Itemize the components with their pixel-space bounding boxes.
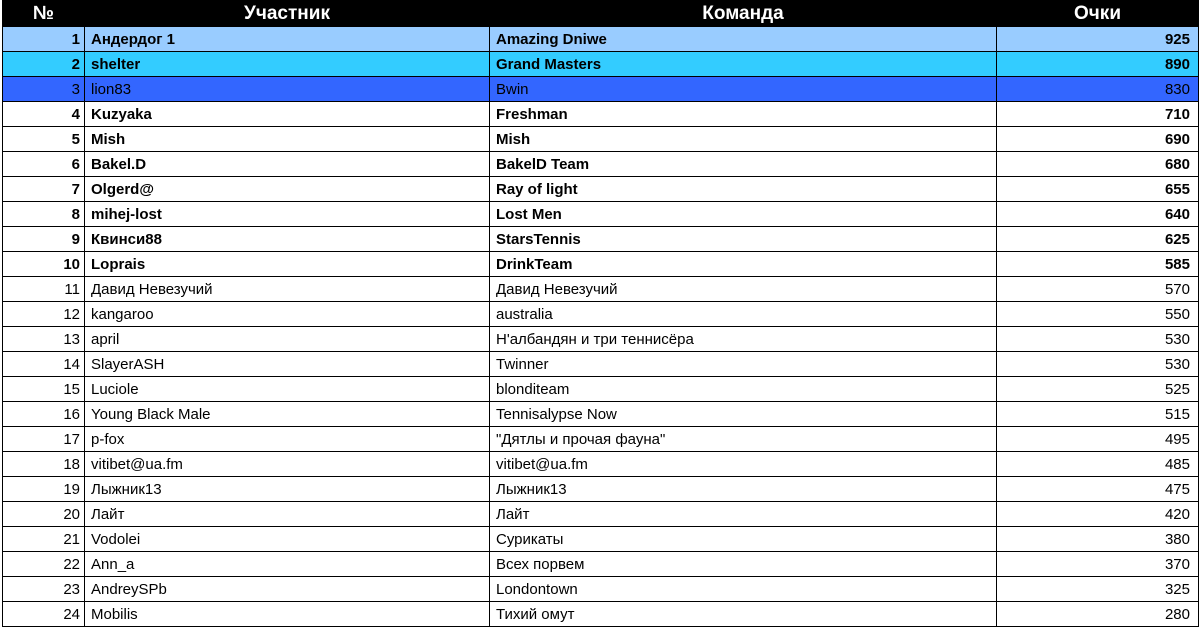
points-cell: 690 [997, 127, 1199, 152]
team-cell: australia [490, 302, 997, 327]
points-cell: 655 [997, 177, 1199, 202]
participant-cell: Olgerd@ [85, 177, 490, 202]
rank-cell: 19 [3, 477, 85, 502]
table-row [3, 402, 1199, 427]
team-cell: StarsTennis [490, 227, 997, 252]
points-cell: 475 [997, 477, 1199, 502]
points-cell: 640 [997, 202, 1199, 227]
team-cell: blonditeam [490, 377, 997, 402]
team-cell: Сурикаты [490, 527, 997, 552]
participant-cell: Luciole [85, 377, 490, 402]
points-cell: 890 [997, 52, 1199, 77]
points-cell: 710 [997, 102, 1199, 127]
table-row [3, 527, 1199, 552]
rank-cell: 16 [3, 402, 85, 427]
table-row [3, 302, 1199, 327]
team-cell: Tennisalypse Now [490, 402, 997, 427]
table-row [3, 102, 1199, 127]
rank-cell: 20 [3, 502, 85, 527]
participant-cell: Лыжник13 [85, 477, 490, 502]
rank-cell: 24 [3, 602, 85, 627]
rank-cell: 5 [3, 127, 85, 152]
points-cell: 515 [997, 402, 1199, 427]
points-cell: 370 [997, 552, 1199, 577]
table-row [3, 127, 1199, 152]
team-cell: Amazing Dniwe [490, 27, 997, 52]
team-cell: Mish [490, 127, 997, 152]
team-cell: Н'албандян и три теннисёра [490, 327, 997, 352]
header-participant: Участник [85, 1, 490, 27]
table-row [3, 427, 1199, 452]
points-cell: 570 [997, 277, 1199, 302]
team-cell: Grand Masters [490, 52, 997, 77]
team-cell: Ray of light [490, 177, 997, 202]
team-cell: Freshman [490, 102, 997, 127]
rank-cell: 15 [3, 377, 85, 402]
team-cell: BakelD Team [490, 152, 997, 177]
team-cell: Лыжник13 [490, 477, 997, 502]
table-row [3, 477, 1199, 502]
table-row [3, 327, 1199, 352]
participant-cell: Kuzyaka [85, 102, 490, 127]
points-cell: 680 [997, 152, 1199, 177]
rank-cell: 10 [3, 252, 85, 277]
team-cell: Londontown [490, 577, 997, 602]
participant-cell: AndreySPb [85, 577, 490, 602]
rank-cell: 14 [3, 352, 85, 377]
table-row [3, 602, 1199, 627]
team-cell: Bwin [490, 77, 997, 102]
table-row [3, 277, 1199, 302]
team-cell: "Дятлы и прочая фауна" [490, 427, 997, 452]
participant-cell: mihej-lost [85, 202, 490, 227]
points-cell: 280 [997, 602, 1199, 627]
rank-cell: 18 [3, 452, 85, 477]
rank-cell: 8 [3, 202, 85, 227]
rank-cell: 22 [3, 552, 85, 577]
participant-cell: Андердог 1 [85, 27, 490, 52]
table-row [3, 177, 1199, 202]
header-team: Команда [490, 1, 997, 27]
points-cell: 925 [997, 27, 1199, 52]
participant-cell: Лайт [85, 502, 490, 527]
participant-cell: p-fox [85, 427, 490, 452]
rank-cell: 3 [3, 77, 85, 102]
participant-cell: Young Black Male [85, 402, 490, 427]
rank-cell: 2 [3, 52, 85, 77]
table-row [3, 227, 1199, 252]
participant-cell: Loprais [85, 252, 490, 277]
participant-cell: shelter [85, 52, 490, 77]
points-cell: 530 [997, 352, 1199, 377]
header-row [3, 1, 1199, 27]
participant-cell: Bakel.D [85, 152, 490, 177]
points-cell: 525 [997, 377, 1199, 402]
team-cell: Лайт [490, 502, 997, 527]
points-cell: 485 [997, 452, 1199, 477]
table-row [3, 377, 1199, 402]
table-row [3, 77, 1199, 102]
table-row [3, 27, 1199, 52]
points-cell: 495 [997, 427, 1199, 452]
participant-cell: april [85, 327, 490, 352]
rank-cell: 7 [3, 177, 85, 202]
team-cell: vitibet@ua.fm [490, 452, 997, 477]
rank-cell: 1 [3, 27, 85, 52]
rank-cell: 23 [3, 577, 85, 602]
standings-table [2, 0, 1199, 627]
rank-cell: 13 [3, 327, 85, 352]
table-row [3, 252, 1199, 277]
points-cell: 530 [997, 327, 1199, 352]
team-cell: DrinkTeam [490, 252, 997, 277]
participant-cell: lion83 [85, 77, 490, 102]
points-cell: 830 [997, 77, 1199, 102]
table-row [3, 577, 1199, 602]
participant-cell: SlayerASH [85, 352, 490, 377]
points-cell: 585 [997, 252, 1199, 277]
rank-cell: 9 [3, 227, 85, 252]
table-row [3, 352, 1199, 377]
table-row [3, 552, 1199, 577]
participant-cell: Vodolei [85, 527, 490, 552]
rank-cell: 11 [3, 277, 85, 302]
team-cell: Twinner [490, 352, 997, 377]
participant-cell: kangaroo [85, 302, 490, 327]
rank-cell: 4 [3, 102, 85, 127]
team-cell: Давид Невезучий [490, 277, 997, 302]
team-cell: Lost Men [490, 202, 997, 227]
points-cell: 420 [997, 502, 1199, 527]
table-row [3, 202, 1199, 227]
participant-cell: Ann_a [85, 552, 490, 577]
header-points: Очки [997, 1, 1199, 27]
rank-cell: 6 [3, 152, 85, 177]
header-number: № [3, 1, 85, 27]
table-body [3, 27, 1199, 627]
rank-cell: 21 [3, 527, 85, 552]
table-row [3, 452, 1199, 477]
participant-cell: Mish [85, 127, 490, 152]
participant-cell: Квинси88 [85, 227, 490, 252]
table-header [3, 1, 1199, 27]
points-cell: 625 [997, 227, 1199, 252]
team-cell: Всех порвем [490, 552, 997, 577]
table-row [3, 152, 1199, 177]
points-cell: 325 [997, 577, 1199, 602]
rank-cell: 12 [3, 302, 85, 327]
team-cell: Тихий омут [490, 602, 997, 627]
participant-cell: Давид Невезучий [85, 277, 490, 302]
table-row [3, 502, 1199, 527]
points-cell: 380 [997, 527, 1199, 552]
table-row [3, 52, 1199, 77]
participant-cell: vitibet@ua.fm [85, 452, 490, 477]
participant-cell: Mobilis [85, 602, 490, 627]
rank-cell: 17 [3, 427, 85, 452]
points-cell: 550 [997, 302, 1199, 327]
